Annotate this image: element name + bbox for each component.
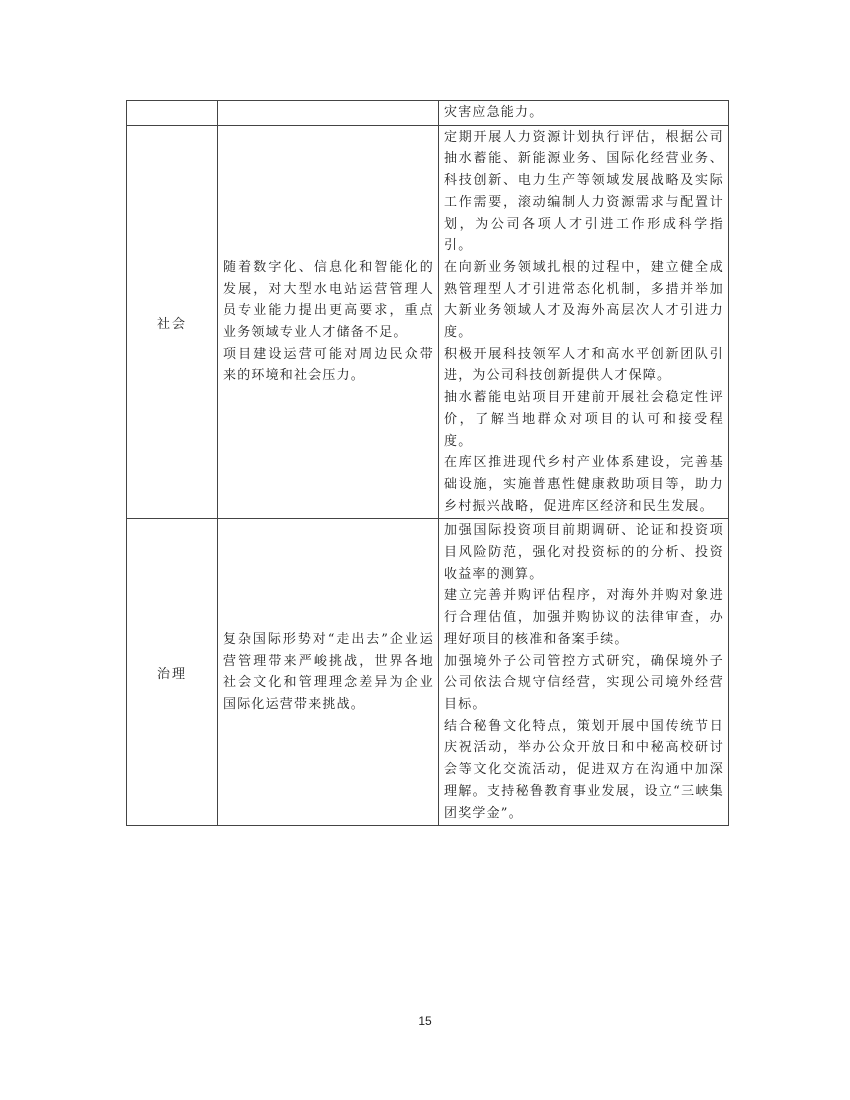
risk-paragraph: 项目建设运营可能对周边民众带来的环境和社会压力。 bbox=[223, 346, 434, 384]
category-cell bbox=[127, 101, 218, 126]
measure-paragraph: 灾害应急能力。 bbox=[444, 105, 544, 120]
measure-paragraph: 在向新业务领域扎根的过程中，建立健全成熟管理型人才引进常态化机制，多措并举加大新业务领域人才及海外高层次人才引进力度。 bbox=[444, 259, 724, 341]
measures-cell bbox=[439, 101, 729, 126]
measure-paragraph: 积极开展科技领军人才和高水平创新团队引进，为公司科技创新提供人才保障。 bbox=[444, 346, 724, 384]
risk-paragraph: 复杂国际形势对“走出去”企业运营管理带来严峻挑战，世界各地社会文化和管理理念差异为企业国际化运营带来挑战。 bbox=[223, 631, 434, 712]
measure-paragraph: 在库区推进现代乡村产业体系建设，完善基础设施，实施普惠性健康救助项目等，助力乡村振兴战略，促进库区经济和民生发展。 bbox=[444, 455, 724, 514]
table-row bbox=[127, 125, 729, 519]
page-number: 15 bbox=[418, 1014, 432, 1028]
measure-paragraph: 抽水蓄能电站项目开建前开展社会稳定性评价，了解当地群众对项目的认可和接受程度。 bbox=[444, 390, 724, 449]
table-row bbox=[127, 101, 729, 126]
measure-paragraph: 建立完善并购评估程序，对海外并购对象进行合理估值，加强并购协议的法律审查，办理好项目的核准和备案手续。 bbox=[444, 588, 724, 647]
risk-measures-table bbox=[126, 100, 729, 826]
risk-cell bbox=[218, 519, 439, 826]
table-row bbox=[127, 519, 729, 826]
risk-paragraph: 随着数字化、信息化和智能化的发展，对大型水电站运营管理人员专业能力提出更高要求，重点业务领域专业人才储备不足。 bbox=[223, 259, 434, 341]
measure-paragraph: 结合秘鲁文化特点，策划开展中国传统节日庆祝活动，举办公众开放日和中秘高校研讨会等文化交流活动，促进双方在沟通中加深理解。支持秘鲁教育事业发展，设立“三峡集团奖学金”。 bbox=[444, 718, 724, 821]
measure-paragraph: 加强国际投资项目前期调研、论证和投资项目风险防范，强化对投资标的的分析、投资收益率的测算。 bbox=[444, 523, 724, 582]
category-cell: 治理 bbox=[127, 519, 218, 826]
risk-cell bbox=[218, 101, 439, 126]
measures-cell bbox=[439, 519, 729, 826]
measure-paragraph: 定期开展人力资源计划执行评估，根据公司抽水蓄能、新能源业务、国际化经营业务、科技创新、电力生产等领域发展战略及实际工作需要，滚动编制人力资源需求与配置计划，为公司各项人才引进工作形成科学指引。 bbox=[444, 129, 724, 254]
measures-cell bbox=[439, 125, 729, 519]
category-cell: 社会 bbox=[127, 125, 218, 519]
risk-cell bbox=[218, 125, 439, 519]
measure-paragraph: 加强境外子公司管控方式研究，确保境外子公司依法合规守信经营，实现公司境外经营目标。 bbox=[444, 653, 724, 712]
